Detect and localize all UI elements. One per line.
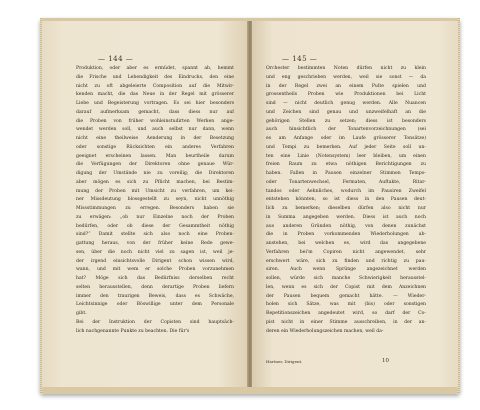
text-line: lich nachgenannte Punkte zu beachten. Die für's bbox=[76, 328, 190, 334]
text-line: gattung heraus, von der früher keine Rede gewe- bbox=[76, 241, 234, 246]
text-line: len, wenn es sich der Copist mit dem Anzeichnen bbox=[266, 284, 426, 290]
text-line: kenden macht, die das Neue in der Regel mit grösserer bbox=[76, 92, 234, 98]
text-line: es am Anfange oder im Laufe grösserer Tonsätze) bbox=[266, 136, 426, 141]
text-line: Orchester bestimmten Noten dürfen nicht zu klein bbox=[266, 66, 426, 71]
text-line: entstehen könnten, so ist diess in den Pausen deut- bbox=[266, 197, 426, 203]
text-line: ner Missdeutung blossgestellt zu seyn, nicht unnöthig bbox=[76, 197, 234, 203]
text-line: in Summa angegeben werden. Diess ist auch noch bbox=[266, 214, 426, 220]
text-line: digung der Umstände nie zu voreilig; die Direktoren bbox=[76, 171, 234, 176]
text-line: tandos oder Aehnliches, wodurch im Pausiren Zweifel bbox=[266, 188, 426, 194]
text-line: die Proben von früher wohleinstudirten Werken ange- bbox=[76, 118, 234, 124]
left-page-number: — 144 — bbox=[98, 55, 134, 63]
text-line: die Verfügungen der Direktoren ohne genaue Wür- bbox=[76, 162, 234, 168]
text-line: Missstimmungen zu erregen. Besonders haben sie bbox=[76, 206, 234, 211]
text-line: anstehen, bei welchen es, wird das angegebene bbox=[266, 241, 426, 246]
text-line: wann, und mit wem er solche Proben vorzunehmen bbox=[76, 267, 234, 273]
text-line: der irgend einsichtsvolle Dirigent schon wissen wird, bbox=[76, 258, 234, 264]
text-line: zu erwägen: „ob nur Einzelne noch der Proben bbox=[76, 214, 234, 220]
text-line: aus anderen Gründen nöthig, von denen zunächst bbox=[266, 223, 426, 229]
text-line: grossentheils Proben wie Produktionen bei Licht bbox=[266, 92, 426, 98]
text-line: sollen, würde sich manche Schwierigkeit herausstel- bbox=[266, 276, 426, 281]
text-line: die in Proben vorkommenden Wiederholungen ab- bbox=[266, 232, 426, 238]
open-book bbox=[40, 18, 460, 394]
text-line: geeignet erscheinen lassen. Man beurtheile darum bbox=[76, 153, 234, 159]
text-line: Verfahren bei'm Copiren nicht angewendet, sehr bbox=[266, 249, 426, 255]
text-line: in der Regel zwei an einem Pulte spielen und bbox=[266, 83, 426, 89]
text-line: deren ein Wiederholungszeichen machen, weil da- bbox=[266, 328, 384, 334]
footer-sheet-number: 10 bbox=[382, 358, 389, 364]
text-line: oder Tonartenwechsel, Fermaten, Auftakte, Ritar- bbox=[266, 179, 426, 185]
right-page-number: — 145 — bbox=[282, 55, 318, 63]
text-line: wendet werden soll, und auch selbst nur dann, wenn bbox=[76, 127, 234, 133]
text-line: Repetitionszeichen angedeutet wird, so darf der Co- bbox=[266, 311, 426, 316]
text-line: freien Raum zu etwa nöthigen Berichtigungen zu bbox=[266, 162, 426, 168]
text-line: sen, über die noch nicht viel zu sagen ist, weil je- bbox=[76, 249, 234, 255]
right-page bbox=[252, 21, 458, 387]
text-line: sind?“ Damit stellte sich also noch eine Proben- bbox=[76, 232, 234, 238]
text-line: die Frische und Lebendigkeit des Eindrucks, den eine bbox=[76, 74, 234, 80]
text-line: ten eine Linie (Notensystem) leer bleiben, um einen bbox=[266, 153, 426, 159]
text-line: mung der Proben mit Umsicht zu verfahren, um kei- bbox=[76, 188, 234, 194]
text-line: erschwert wäre, sich zu finden und richtig zu pau- bbox=[266, 258, 426, 264]
text-line: siren. Auch wenn Sprünge angezeichnet werden bbox=[266, 267, 426, 273]
text-line: lich zu bemerken; dieselben dürfen also nicht nur bbox=[266, 206, 426, 211]
text-line: Bei der Instruktion der Copisten sind hauptsäch- bbox=[76, 319, 234, 325]
text-line: haben. Fallen in Pausen einzelner Stimmen Tempo- bbox=[266, 171, 426, 176]
right-page-text bbox=[266, 65, 426, 336]
left-page-text bbox=[76, 65, 234, 336]
text-line: gibt. bbox=[76, 311, 87, 316]
text-line: Produktion, oder aber es ermüdet, spannt ab, hemmt bbox=[76, 66, 234, 71]
text-line: und eng geschrieben werden, weil sie sonst — da bbox=[266, 74, 426, 80]
text-line: und Zeichen sind genau und unzweifelhaft an die bbox=[266, 109, 426, 115]
text-line: hat? Möge sich das Bedürfniss derselben recht bbox=[76, 276, 234, 281]
text-line: aber mögen es sich zu Pflicht machen, bei Bestim- bbox=[76, 179, 234, 185]
text-line: auch hinsichtlich der Tonartenvorzeichnungen (sei bbox=[266, 127, 426, 133]
text-line: gehörigen Stellen zu setzen; diess ist besonders bbox=[266, 118, 426, 124]
text-line: immer den traurigen Beweis, dass es Schwäche, bbox=[76, 293, 234, 299]
text-line: sind — nicht deutlich genug werden. Alle Nuancen bbox=[266, 101, 426, 106]
text-line: bedürfen, oder ob diese der Gesammtheit nöthig bbox=[76, 223, 234, 229]
footer-signature: Hartner, Dirigent. bbox=[266, 359, 303, 364]
text-line: der Pausen bequem gemacht hätte. — Wieder- bbox=[266, 293, 426, 299]
text-line: nicht zu oft abgeleierte Composition auf die Mitwir- bbox=[76, 83, 234, 89]
text-line: darauf aufmerksam gemacht, dass diess nur auf bbox=[76, 109, 234, 115]
text-line: Leichtsinnige oder Böswillige unter dem Personale bbox=[76, 302, 234, 308]
text-line: holen sich Sätze, was mit (bis) oder sonstigen bbox=[266, 302, 426, 308]
text-line: nicht eine theilweise Aenderung in der Besetzung bbox=[76, 136, 234, 141]
text-line: und Tempi zu bemerken. Auf jeder Seite soll un- bbox=[266, 144, 426, 150]
text-line: selten herausstellen, denn derartige Proben liefern bbox=[76, 284, 234, 290]
text-line: pist nicht in einer Stimme ausschreiben, in der an- bbox=[266, 319, 426, 325]
left-page bbox=[42, 21, 248, 387]
text-line: oder sonstige Rücksichten ein anderes Verfahren bbox=[76, 144, 234, 150]
text-line: Liebe und Begeisterung vortragen. Es sei hier besonders bbox=[76, 101, 234, 106]
